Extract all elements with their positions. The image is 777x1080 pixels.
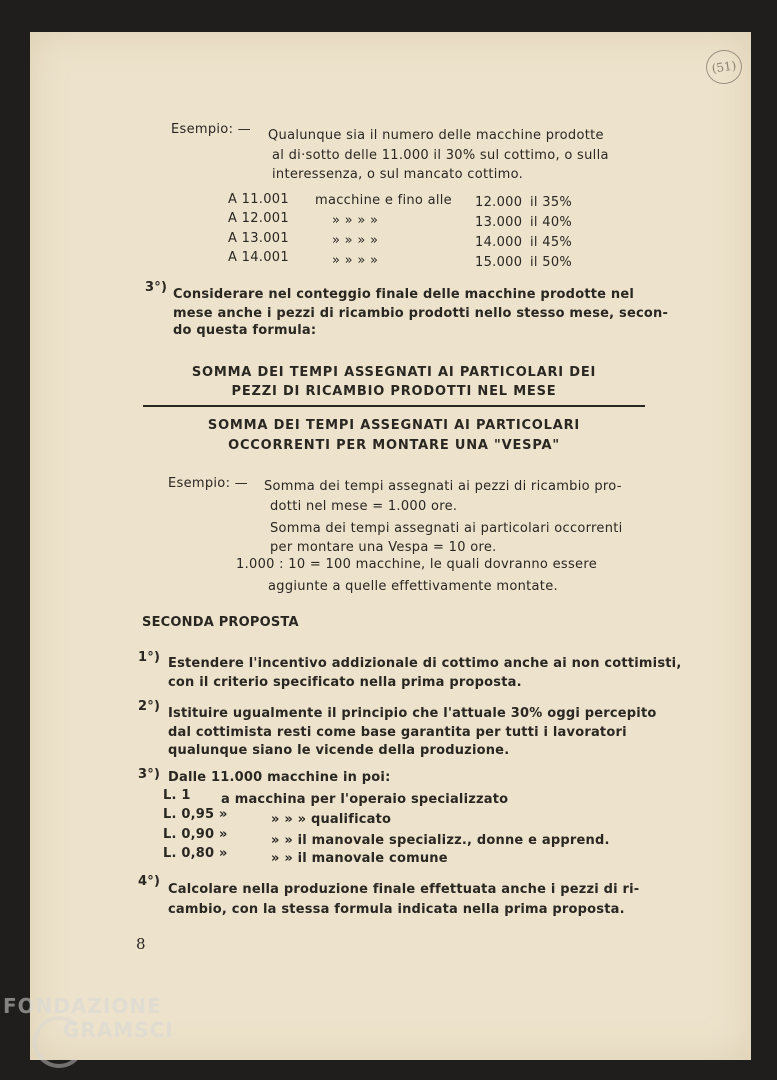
rate-amount: L. 0,80 » (163, 846, 228, 861)
archive-stamp: (51) (704, 48, 744, 87)
table-mid: » » » » (332, 233, 379, 248)
item-number: 4°) (138, 874, 161, 889)
table-start: A 11.001 (228, 192, 289, 207)
example2-line: per montare una Vespa = 10 ore. (270, 540, 497, 555)
watermark (3, 996, 174, 1040)
example2-line: dotti nel mese = 1.000 ore. (270, 499, 458, 514)
watermark-g-icon (33, 1016, 85, 1068)
point3-line: mese anche i pezzi di ricambio prodotti nello stesso mese, secon- (173, 306, 669, 321)
item-line: qualunque siano le vicende della produzione. (168, 743, 510, 758)
example2-line: aggiunte a quelle effettivamente montate. (268, 579, 558, 594)
example1-label: Esempio: — (171, 122, 251, 137)
example1-line: Qualunque sia il numero delle macchine prodotte (268, 128, 604, 143)
example1-line: interessenza, o sul mancato cottimo. (272, 167, 524, 182)
table-end: 12.000 (475, 195, 523, 210)
rate-amount: L. 1 (163, 788, 191, 803)
table-rate: il 45% (530, 235, 573, 250)
item-number: 2°) (138, 699, 161, 714)
table-rate: il 35% (530, 195, 573, 210)
item-line: Calcolare nella produzione finale effettuata anche i pezzi di ri- (168, 882, 640, 897)
rate-text: » » il manovale specializz., donne e apprend. (271, 833, 610, 848)
item-line: con il criterio specificato nella prima proposta. (168, 675, 522, 690)
rate-text: » » » qualificato (271, 812, 392, 827)
item-intro: Dalle 11.000 macchine in poi: (168, 770, 391, 785)
table-end: 14.000 (475, 235, 523, 250)
example2-line: 1.000 : 10 = 100 macchine, le quali dovranno essere (236, 557, 598, 572)
section-heading: SECONDA PROPOSTA (142, 615, 299, 630)
example2-line: Somma dei tempi assegnati ai pezzi di ricambio pro- (264, 479, 622, 494)
item-number: 1°) (138, 650, 161, 665)
watermark-line2: GRAMSCI (63, 1018, 174, 1042)
table-end: 13.000 (475, 215, 523, 230)
item-line: dal cottimista resti come base garantita per tutti i lavoratori (168, 725, 627, 740)
fraction-rule (143, 405, 645, 407)
item-line: cambio, con la stessa formula indicata nella prima proposta. (168, 902, 625, 917)
table-start: A 12.001 (228, 211, 289, 226)
point3-number: 3°) (145, 280, 168, 295)
point3-line: do questa formula: (173, 323, 317, 338)
item-line: Istituire ugualmente il principio che l'attuale 30% oggi percepito (168, 706, 657, 721)
rate-amount: L. 0,90 » (163, 827, 228, 842)
table-end: 15.000 (475, 255, 523, 270)
table-start: A 13.001 (228, 231, 289, 246)
example2-label: Esempio: — (168, 476, 248, 491)
formula-denominator: OCCORRENTI PER MONTARE UNA "VESPA" (228, 438, 560, 453)
table-start: A 14.001 (228, 250, 289, 265)
item-number: 3°) (138, 767, 161, 782)
watermark-line1: FONDAZIONE (3, 994, 162, 1018)
table-mid: » » » » (332, 253, 379, 268)
table-mid: macchine e fino alle (315, 193, 452, 208)
example1-line: al di·sotto delle 11.000 il 30% sul cottimo, o sulla (272, 148, 609, 163)
table-mid: » » » » (332, 213, 379, 228)
formula-numerator: PEZZI DI RICAMBIO PRODOTTI NEL MESE (231, 384, 557, 399)
example2-line: Somma dei tempi assegnati ai particolari occorrenti (270, 521, 623, 536)
rate-text: » » il manovale comune (271, 851, 448, 866)
table-rate: il 50% (530, 255, 573, 270)
formula-numerator: SOMMA DEI TEMPI ASSEGNATI AI PARTICOLARI DEI (191, 365, 597, 380)
rate-amount: L. 0,95 » (163, 807, 228, 822)
page-number: 8 (136, 935, 146, 953)
rate-text: a macchina per l'operaio specializzato (221, 792, 509, 807)
point3-line: Considerare nel conteggio finale delle macchine prodotte nel (173, 287, 635, 302)
formula-denominator: SOMMA DEI TEMPI ASSEGNATI AI PARTICOLARI (207, 418, 581, 433)
table-rate: il 40% (530, 215, 573, 230)
item-line: Estendere l'incentivo addizionale di cottimo anche ai non cottimisti, (168, 656, 682, 671)
